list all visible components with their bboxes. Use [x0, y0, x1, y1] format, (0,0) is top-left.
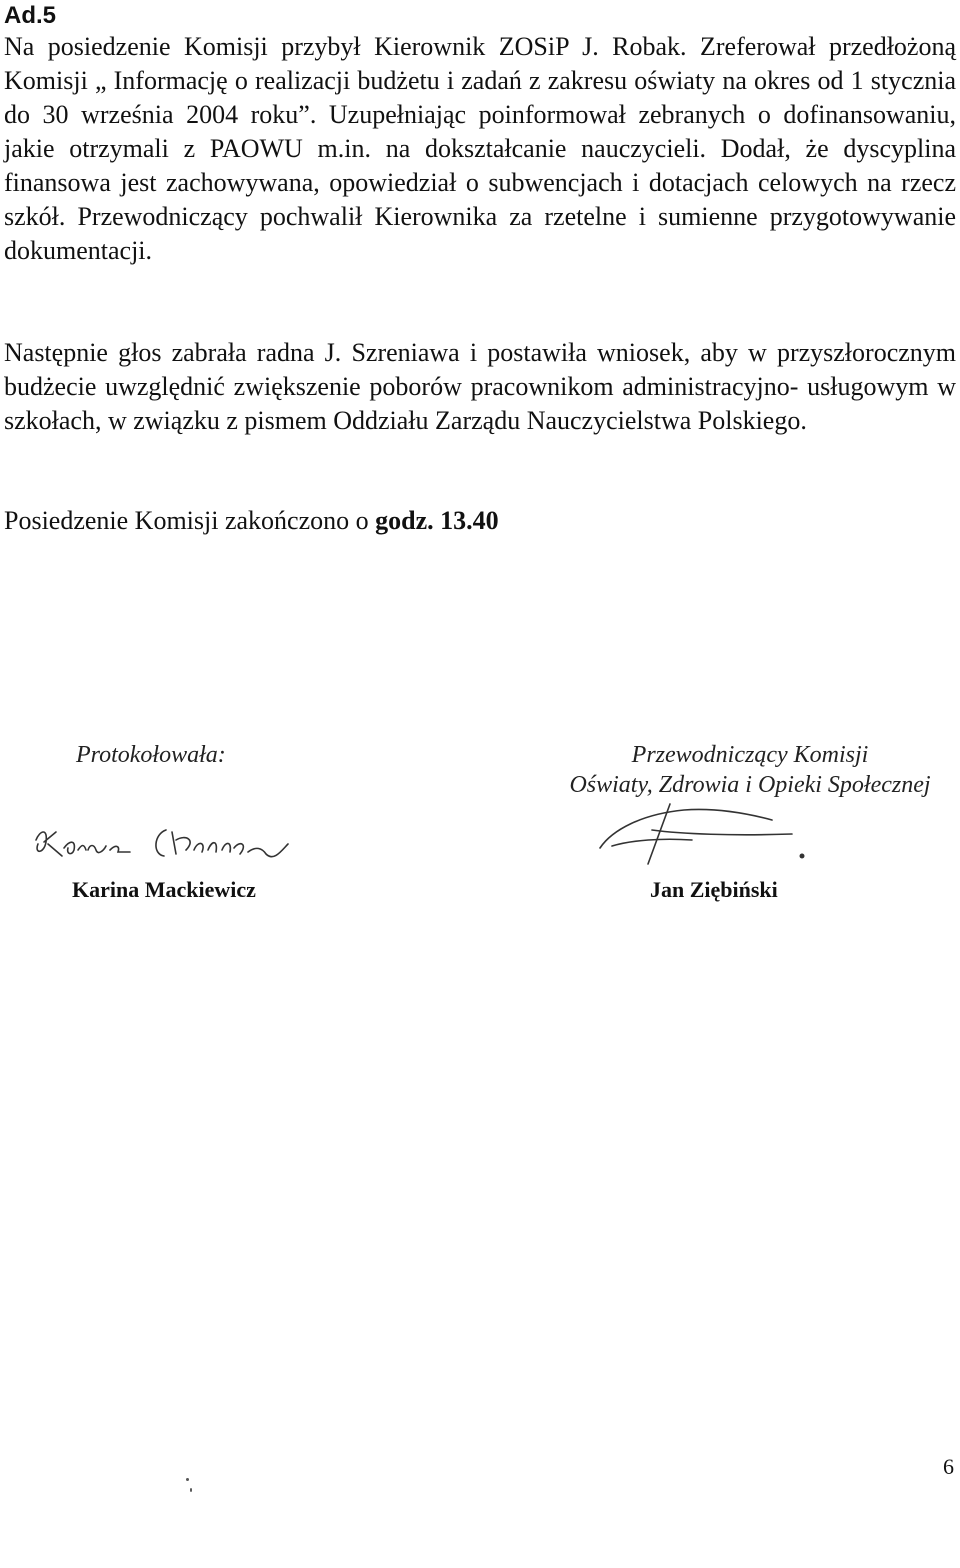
page-number: 6: [943, 1454, 954, 1479]
recorder-handwritten-signature: [26, 810, 326, 870]
closing-text: Posiedzenie Komisji zakończono o: [4, 506, 376, 535]
chairman-handwritten-signature: [592, 790, 822, 870]
recorder-label: Protokołowała:: [76, 742, 226, 768]
paragraph-motion: Następnie głos zabrała radna J. Szreniawa i postawiła wniosek, aby w przyszłorocznym budżecie uwzględnić zwiększenie poborów pracownikom administracyjno- usługowym w szkołach, w związku z pismem Oddziału Zarządu Nauczycielstwa Polskiego.: [4, 338, 956, 435]
chairman-label-line1: Przewodniczący Komisji: [631, 742, 869, 768]
scan-speck: [186, 1478, 189, 1481]
paragraph-report: Na posiedzenie Komisji przybył Kierownik ZOSiP J. Robak. Zreferował przedłożoną Komisji „ Informację o realizacji budżetu i zadań z zakresu oświaty na okres od 1 stycznia do 30 września 2004 roku”. Uzupełniając poinformował zebranych o dofinansowaniu, jakie otrzymali z PAOWU m.in. na dokształcanie nauczycieli. Dodał, że dyscyplina finansowa jest zachowywana, opowiedział o subwencjach i dotacjach celowych na rzecz szkół. Przewodniczący pochwalił Kierownika za rzetelne i sumienne przygotowywanie dokumentacji.: [4, 32, 956, 265]
closing-time: godz. 13.40: [375, 506, 499, 535]
chairman-label-line2: Oświaty, Zdrowia i Opieki Społecznej: [569, 772, 931, 798]
chairman-name: Jan Ziębiński: [650, 877, 778, 902]
scan-speck: [190, 1488, 192, 1492]
section-heading: Ad.5: [4, 2, 57, 29]
recorder-name: Karina Mackiewicz: [72, 877, 256, 902]
paragraph-closing: [4, 504, 956, 538]
